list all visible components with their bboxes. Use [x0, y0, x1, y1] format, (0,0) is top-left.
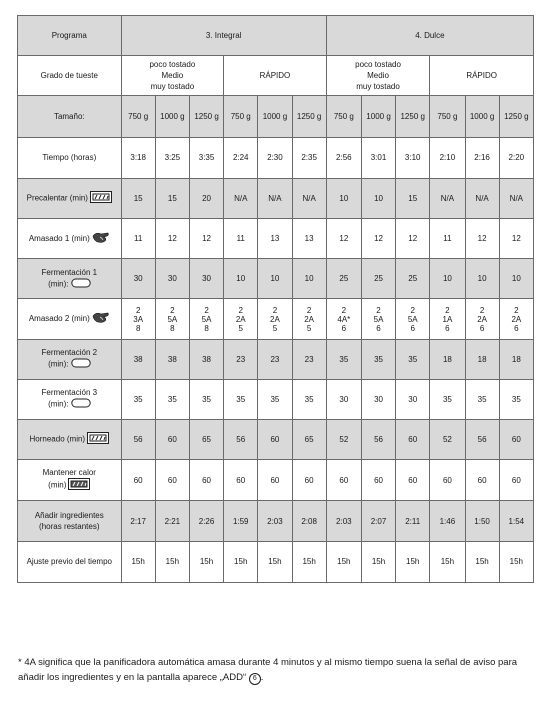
value-cell: 15 — [396, 178, 430, 218]
value-cell: 56 — [121, 420, 155, 460]
value-cell: 13 — [292, 219, 326, 259]
value-cell: 3:18 — [121, 137, 155, 178]
value-cell — [430, 299, 465, 339]
table-row — [18, 460, 534, 501]
value-cell: 13 — [258, 219, 292, 259]
value-cell: 12 — [155, 219, 189, 259]
table-row — [18, 420, 534, 460]
value-cell: 1:59 — [224, 501, 258, 541]
value-cell: 2:17 — [121, 501, 155, 541]
value-cell: 18 — [499, 339, 533, 379]
toast-option: Medio — [161, 71, 184, 81]
value-cell: 2:11 — [396, 501, 430, 541]
toast-normal-integral — [121, 56, 224, 96]
footnote-marker: 6 — [249, 673, 261, 685]
value-line: 5A — [167, 314, 178, 324]
value-cell: 15h — [361, 541, 395, 582]
value-cell: 25 — [361, 259, 395, 299]
value-line: 2 — [272, 305, 278, 315]
value-cell: 18 — [430, 339, 465, 379]
value-cell: 35 — [121, 379, 155, 419]
size-cell: 1250 g — [292, 96, 326, 137]
size-cell: 1000 g — [465, 96, 499, 137]
value-cell: N/A — [258, 178, 292, 218]
value-cell: 12 — [499, 219, 533, 259]
value-cell: 20 — [189, 178, 223, 218]
toast-option: Medio — [367, 71, 389, 81]
value-cell: 35 — [326, 339, 361, 379]
table-row — [18, 219, 534, 259]
value-line: 2 — [479, 305, 485, 315]
row-label: Tiempo (horas) — [18, 137, 122, 178]
value-cell: 2:08 — [292, 501, 326, 541]
value-cell: 2:10 — [430, 137, 465, 178]
value-line: 8 — [135, 323, 141, 333]
row-label-line: Añadir ingredientes — [34, 511, 104, 521]
value-cell: 35 — [292, 379, 326, 419]
value-cell: 3:10 — [396, 137, 430, 178]
row-label-line: Fermentación 3 — [41, 388, 98, 398]
value-cell: 15h — [326, 541, 361, 582]
value-cell: N/A — [224, 178, 258, 218]
value-cell: 35 — [258, 379, 292, 419]
value-cell: 3:35 — [189, 137, 223, 178]
value-cell: 35 — [361, 339, 395, 379]
value-cell: N/A — [292, 178, 326, 218]
value-cell — [258, 299, 292, 339]
toast-option: poco tostado — [355, 60, 401, 70]
value-line: 6 — [341, 323, 347, 333]
program-row — [18, 16, 534, 56]
value-cell: N/A — [465, 178, 499, 218]
value-cell: 2:07 — [361, 501, 395, 541]
value-cell — [361, 299, 395, 339]
value-cell: 60 — [326, 460, 361, 501]
table-row — [18, 339, 534, 379]
value-cell: 30 — [326, 379, 361, 419]
value-cell: 35 — [430, 379, 465, 419]
value-cell: 38 — [121, 339, 155, 379]
value-cell: 35 — [224, 379, 258, 419]
value-cell: 60 — [465, 460, 499, 501]
value-cell: 12 — [189, 219, 223, 259]
value-cell: 35 — [396, 339, 430, 379]
value-cell: 15h — [189, 541, 223, 582]
value-cell: N/A — [430, 178, 465, 218]
value-cell: 30 — [361, 379, 395, 419]
value-cell — [396, 299, 430, 339]
value-cell: 15h — [292, 541, 326, 582]
value-cell — [326, 299, 361, 339]
value-line: 6 — [376, 323, 381, 333]
toast-option: muy tostado — [356, 82, 400, 92]
value-cell: 2:20 — [499, 137, 533, 178]
value-cell: 60 — [430, 460, 465, 501]
row-label — [18, 460, 122, 501]
value-cell: 60 — [121, 460, 155, 501]
value-line: 2 — [204, 305, 209, 315]
value-cell: 10 — [465, 259, 499, 299]
row-label: Horneado (min) — [18, 420, 122, 460]
footnote-text: * 4A significa que la panificadora automática amasa durante 4 minutos y al mismo tiempo suena la señal de aviso para añadir los ingredientes y en la pantalla aparece „ADD“ — [18, 657, 518, 683]
value-cell: 60 — [361, 460, 395, 501]
row-label-line: (min): — [19, 278, 120, 291]
value-line: 2 — [170, 305, 175, 315]
toast-fast-dulce: RÁPIDO — [430, 56, 534, 96]
value-cell: 60 — [189, 460, 223, 501]
row-label-line: (min) — [19, 478, 120, 493]
value-cell: 35 — [465, 379, 499, 419]
value-cell: 15h — [121, 541, 155, 582]
value-line: 6 — [445, 323, 450, 333]
value-cell: 3:25 — [155, 137, 189, 178]
footnote — [18, 655, 538, 685]
value-cell: 60 — [258, 460, 292, 501]
value-cell: 60 — [499, 460, 533, 501]
value-cell: 12 — [361, 219, 395, 259]
table-row — [18, 541, 534, 582]
value-line: 6 — [410, 323, 415, 333]
value-cell — [121, 299, 155, 339]
value-cell: 30 — [155, 259, 189, 299]
value-cell: 3:01 — [361, 137, 395, 178]
program-integral: 3. Integral — [121, 16, 326, 56]
size-cell: 1250 g — [189, 96, 223, 137]
value-line: 2 — [135, 305, 141, 315]
value-cell: 35 — [189, 379, 223, 419]
size-row — [18, 96, 534, 137]
value-cell: 12 — [326, 219, 361, 259]
value-cell: 56 — [361, 420, 395, 460]
size-label: Tamaño: — [18, 96, 122, 137]
row-label: Amasado 2 (min) — [18, 299, 122, 339]
value-cell: 60 — [396, 460, 430, 501]
value-cell — [155, 299, 189, 339]
value-line: 2 — [445, 305, 450, 315]
toast-row — [18, 56, 534, 96]
table-row — [18, 178, 534, 218]
value-cell: 30 — [396, 379, 430, 419]
value-cell: 15h — [465, 541, 499, 582]
row-label-line: Fermentación 2 — [41, 348, 98, 358]
value-line: 2A — [511, 314, 522, 324]
row-label-line: (horas restantes) — [39, 522, 100, 532]
value-cell: 1:54 — [499, 501, 533, 541]
value-cell: N/A — [499, 178, 533, 218]
value-cell: 11 — [121, 219, 155, 259]
toast-normal-dulce — [326, 56, 430, 96]
bread-program-table — [17, 15, 534, 583]
value-line: 5A — [373, 314, 384, 324]
value-cell: 38 — [189, 339, 223, 379]
value-cell: 10 — [326, 178, 361, 218]
table-row — [18, 501, 534, 541]
value-cell: 35 — [499, 379, 533, 419]
table-row — [18, 259, 534, 299]
value-cell: 18 — [465, 339, 499, 379]
value-cell: 10 — [258, 259, 292, 299]
footnote-end: . — [260, 672, 264, 683]
value-line: 6 — [479, 323, 485, 333]
value-line: 2A — [477, 314, 487, 324]
toast-option: poco tostado — [149, 60, 196, 70]
value-cell: 2:21 — [155, 501, 189, 541]
value-cell: 1:46 — [430, 501, 465, 541]
value-cell: 15h — [396, 541, 430, 582]
value-cell: 15h — [430, 541, 465, 582]
value-line: 2 — [306, 305, 312, 315]
keepwarm-icon — [68, 478, 90, 493]
value-line: 2A — [235, 314, 246, 324]
value-cell: 1:50 — [465, 501, 499, 541]
kneading-icon — [92, 311, 110, 327]
size-cell: 750 g — [430, 96, 465, 137]
value-cell: 60 — [258, 420, 292, 460]
value-line: 3A — [133, 314, 144, 324]
value-cell — [189, 299, 223, 339]
toast-label: Grado de tueste — [18, 56, 122, 96]
value-line: 6 — [514, 323, 519, 333]
value-line: 2 — [238, 305, 243, 315]
value-cell: 15 — [121, 178, 155, 218]
baking-icon — [87, 432, 109, 447]
value-cell: 25 — [326, 259, 361, 299]
row-label-line: Mantener calor — [42, 468, 96, 478]
value-cell: 2:35 — [292, 137, 326, 178]
value-cell: 2:16 — [465, 137, 499, 178]
value-line: 5 — [238, 323, 243, 333]
row-label-line: Fermentación 1 — [41, 267, 98, 277]
rising-icon — [71, 398, 91, 411]
value-line: 5 — [306, 323, 312, 333]
table-row — [18, 379, 534, 419]
value-cell: 11 — [430, 219, 465, 259]
row-label — [18, 339, 122, 379]
value-cell: 60 — [155, 460, 189, 501]
toast-fast-integral: RÁPIDO — [224, 56, 327, 96]
value-cell: 65 — [292, 420, 326, 460]
value-line: 5 — [272, 323, 278, 333]
value-cell: 10 — [292, 259, 326, 299]
value-cell: 23 — [224, 339, 258, 379]
value-cell: 38 — [155, 339, 189, 379]
size-cell: 750 g — [224, 96, 258, 137]
value-cell: 2:30 — [258, 137, 292, 178]
value-cell: 2:26 — [189, 501, 223, 541]
row-label — [18, 379, 122, 419]
value-line: 2 — [514, 305, 519, 315]
size-cell: 1000 g — [258, 96, 292, 137]
value-cell: 60 — [499, 420, 533, 460]
value-cell: 2:03 — [326, 501, 361, 541]
value-cell: 10 — [430, 259, 465, 299]
value-cell: 12 — [396, 219, 430, 259]
value-cell: 30 — [189, 259, 223, 299]
value-cell: 30 — [121, 259, 155, 299]
value-cell: 2:56 — [326, 137, 361, 178]
row-label-line: (min): — [19, 358, 120, 371]
size-cell: 1000 g — [361, 96, 395, 137]
size-cell: 1250 g — [499, 96, 533, 137]
value-line: 5A — [407, 314, 418, 324]
rising-icon — [71, 278, 91, 291]
row-label: Ajuste previo del tiempo — [18, 541, 122, 582]
value-cell — [292, 299, 326, 339]
value-line: 2A — [270, 314, 280, 324]
value-cell: 15h — [224, 541, 258, 582]
value-cell: 35 — [155, 379, 189, 419]
row-label: Amasado 1 (min) — [18, 219, 122, 259]
value-cell: 10 — [499, 259, 533, 299]
value-cell: 65 — [189, 420, 223, 460]
table-row — [18, 137, 534, 178]
value-cell: 10 — [224, 259, 258, 299]
row-label — [18, 501, 122, 541]
value-cell: 25 — [396, 259, 430, 299]
value-cell: 60 — [292, 460, 326, 501]
value-cell: 60 — [224, 460, 258, 501]
rising-icon — [71, 358, 91, 371]
value-line: 8 — [204, 323, 209, 333]
program-dulce: 4. Dulce — [326, 16, 533, 56]
value-cell: 2:24 — [224, 137, 258, 178]
value-cell: 23 — [258, 339, 292, 379]
size-cell: 750 g — [326, 96, 361, 137]
table-row — [18, 299, 534, 339]
value-line: 4A* — [337, 314, 351, 324]
value-cell: 56 — [224, 420, 258, 460]
row-label-line: (min): — [19, 398, 120, 411]
value-line: 2 — [341, 305, 347, 315]
value-line: 8 — [170, 323, 175, 333]
value-cell: 11 — [224, 219, 258, 259]
value-cell: 15h — [258, 541, 292, 582]
value-line: 5A — [201, 314, 212, 324]
value-cell — [499, 299, 533, 339]
value-cell: 15 — [155, 178, 189, 218]
value-cell: 56 — [465, 420, 499, 460]
value-cell: 60 — [155, 420, 189, 460]
value-line: 2A — [304, 314, 315, 324]
value-cell: 2:03 — [258, 501, 292, 541]
toast-option: muy tostado — [150, 82, 195, 92]
size-cell: 750 g — [121, 96, 155, 137]
value-line: 2 — [410, 305, 415, 315]
row-label: Precalentar (min) — [18, 178, 122, 218]
value-cell: 23 — [292, 339, 326, 379]
value-cell: 60 — [396, 420, 430, 460]
oven-icon — [90, 191, 112, 206]
value-cell: 10 — [361, 178, 395, 218]
kneading-icon — [92, 231, 110, 247]
value-cell — [224, 299, 258, 339]
value-cell: 15h — [155, 541, 189, 582]
row-label — [18, 259, 122, 299]
value-cell: 15h — [499, 541, 533, 582]
value-cell: 12 — [465, 219, 499, 259]
value-cell — [465, 299, 499, 339]
value-cell: 52 — [326, 420, 361, 460]
value-cell: 52 — [430, 420, 465, 460]
size-cell: 1000 g — [155, 96, 189, 137]
value-line: 1A — [442, 314, 453, 324]
value-line: 2 — [376, 305, 381, 315]
program-label: Programa — [18, 16, 122, 56]
size-cell: 1250 g — [396, 96, 430, 137]
